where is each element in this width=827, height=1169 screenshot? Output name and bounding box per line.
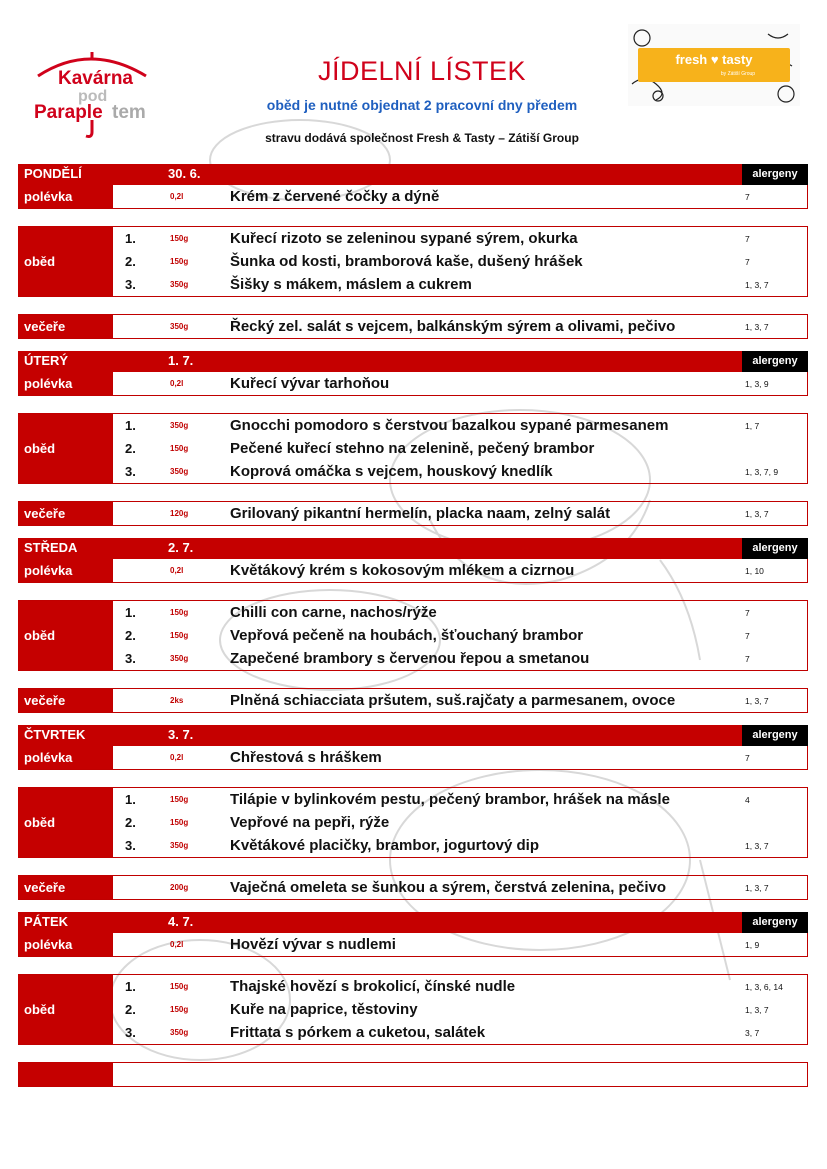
menu-item	[113, 746, 807, 769]
dinner-row	[18, 314, 808, 339]
item-allergens: 7	[745, 608, 750, 618]
day-date: 3. 7.	[168, 727, 194, 742]
menu-item	[113, 933, 807, 956]
item-weight: 0,2l	[170, 566, 184, 575]
day-name: ÚTERÝ	[24, 353, 69, 368]
menu-item	[113, 227, 807, 250]
menu-item	[113, 372, 807, 395]
item-weight: 120g	[170, 509, 189, 518]
dinner-label: večeře	[18, 502, 112, 525]
fresh-tasty-logo	[628, 24, 800, 106]
item-number: 3.	[125, 277, 136, 292]
day-section	[18, 912, 808, 1087]
day-name: STŘEDA	[24, 540, 78, 555]
day-section	[18, 351, 808, 538]
menu-item	[113, 250, 807, 273]
svg-text:Kavárna: Kavárna	[58, 68, 133, 89]
menu-item	[113, 624, 807, 647]
item-name: Šunka od kosti, bramborová kaše, dušený hrášek	[230, 253, 583, 270]
item-weight: 0,2l	[170, 940, 184, 949]
lunch-body	[112, 227, 807, 296]
item-name: Zapečené brambory s červenou řepou a smetanou	[230, 650, 590, 667]
day-name: PÁTEK	[24, 914, 69, 929]
item-name: Pečené kuřecí stehno na zelenině, pečený brambor	[230, 440, 595, 457]
item-name: Vaječná omeleta se šunkou a sýrem, čerstvá zelenina, pečivo	[230, 879, 667, 896]
item-name: Kuřecí rizoto se zeleninou sypané sýrem, okurka	[230, 230, 578, 247]
item-allergens: 1, 3, 7	[745, 696, 769, 706]
item-name: Tilápie v bylinkovém pestu, pečený brambor, hrášek na másle	[230, 791, 670, 808]
spacer	[18, 770, 808, 787]
lunch-block	[18, 600, 808, 671]
lunch-label: oběd	[18, 788, 112, 857]
lunch-block	[18, 787, 808, 858]
item-weight: 150g	[170, 1005, 189, 1014]
day-date: 30. 6.	[168, 166, 201, 181]
lunch-label: oběd	[18, 414, 112, 483]
spacer	[18, 713, 808, 725]
lunch-body	[112, 601, 807, 670]
allergens-header: alergeny	[742, 164, 808, 185]
day-section	[18, 538, 808, 725]
item-number: 2.	[125, 815, 136, 830]
item-weight: 350g	[170, 1028, 189, 1037]
menu-item	[113, 975, 807, 998]
item-allergens: 1, 10	[745, 566, 764, 576]
item-name: Frittata s pórkem a cuketou, salátek	[230, 1024, 486, 1041]
svg-text:fresh ♥ tasty: fresh ♥ tasty	[675, 52, 753, 67]
spacer	[18, 583, 808, 600]
spacer	[18, 526, 808, 538]
soup-row	[18, 372, 808, 396]
spacer	[18, 339, 808, 351]
menu-item	[113, 811, 807, 834]
day-name: PONDĚLÍ	[24, 166, 82, 181]
dinner-body	[112, 689, 807, 712]
dinner-row	[18, 1062, 808, 1087]
soup-body	[112, 746, 807, 769]
item-allergens: 7	[745, 654, 750, 664]
item-allergens: 1, 9	[745, 940, 760, 950]
item-allergens: 1, 3, 7	[745, 322, 769, 332]
item-name: Hovězí vývar s nudlemi	[230, 936, 396, 953]
menu-item	[113, 689, 807, 712]
item-weight: 350g	[170, 322, 189, 331]
dinner-label: večeře	[18, 689, 112, 712]
item-weight: 150g	[170, 234, 189, 243]
item-number: 2.	[125, 441, 136, 456]
item-name: Koprová omáčka s vejcem, houskový knedlík	[230, 463, 553, 480]
dinner-body	[112, 876, 807, 899]
item-number: 3.	[125, 838, 136, 853]
menu-table	[18, 164, 808, 1087]
item-weight: 0,2l	[170, 753, 184, 762]
item-allergens: 3, 7	[745, 1028, 760, 1038]
day-section	[18, 725, 808, 912]
allergens-header: alergeny	[742, 538, 808, 559]
dinner-body	[112, 315, 807, 338]
dinner-body	[112, 502, 807, 525]
day-header	[18, 725, 808, 746]
allergens-header: alergeny	[742, 912, 808, 933]
svg-text:pod: pod	[78, 88, 108, 105]
item-allergens: 1, 3, 7	[745, 883, 769, 893]
menu-item	[113, 185, 807, 208]
day-header	[18, 912, 808, 933]
day-date: 1. 7.	[168, 353, 194, 368]
item-name: Vepřové na pepři, rýže	[230, 814, 390, 831]
svg-text:by Zátiší Group: by Zátiší Group	[720, 71, 756, 77]
day-date: 2. 7.	[168, 540, 194, 555]
item-name: Květákové placičky, brambor, jogurtový dip	[230, 837, 539, 854]
day-date: 4. 7.	[168, 914, 194, 929]
item-number: 2.	[125, 1002, 136, 1017]
page-title: JÍDELNÍ LÍSTEK	[317, 56, 527, 86]
item-number: 2.	[125, 628, 136, 643]
item-name: Vepřová pečeně na houbách, šťouchaný brambor	[230, 627, 584, 644]
item-allergens: 1, 3, 7	[745, 509, 769, 519]
item-weight: 350g	[170, 654, 189, 663]
spacer	[18, 957, 808, 974]
item-allergens: 1, 3, 7, 9	[745, 467, 779, 477]
soup-label: polévka	[18, 372, 112, 395]
lunch-body	[112, 414, 807, 483]
item-allergens: 1, 7	[745, 421, 760, 431]
dinner-row	[18, 688, 808, 713]
item-weight: 0,2l	[170, 379, 184, 388]
item-weight: 350g	[170, 841, 189, 850]
item-name: Krém z červené čočky a dýně	[230, 188, 440, 205]
item-number: 3.	[125, 651, 136, 666]
cafe-logo	[28, 48, 168, 138]
dinner-label: večeře	[18, 876, 112, 899]
soup-label: polévka	[18, 559, 112, 582]
menu-item	[113, 647, 807, 670]
item-weight: 150g	[170, 608, 189, 617]
lunch-block	[18, 226, 808, 297]
item-allergens: 7	[745, 192, 750, 202]
spacer	[18, 900, 808, 912]
menu-item	[113, 559, 807, 582]
menu-item	[113, 502, 807, 525]
soup-body	[112, 185, 807, 208]
item-allergens: 1, 3, 7	[745, 280, 769, 290]
day-header	[18, 538, 808, 559]
item-weight: 2ks	[170, 696, 184, 705]
day-header	[18, 164, 808, 185]
lunch-body	[112, 788, 807, 857]
item-weight: 350g	[170, 421, 189, 430]
item-allergens: 4	[745, 795, 750, 805]
item-number: 1.	[125, 231, 136, 246]
dinner-row	[18, 501, 808, 526]
item-number: 1.	[125, 792, 136, 807]
item-weight: 150g	[170, 631, 189, 640]
item-name: Thajské hovězí s brokolicí, čínské nudle	[230, 978, 516, 995]
soup-row	[18, 559, 808, 583]
spacer	[18, 858, 808, 875]
dinner-label	[18, 1063, 112, 1086]
lunch-label: oběd	[18, 227, 112, 296]
soup-body	[112, 559, 807, 582]
menu-item	[113, 1021, 807, 1044]
item-name: Grilovaný pikantní hermelín, placka naam, zelný salát	[230, 505, 611, 522]
soup-label: polévka	[18, 746, 112, 769]
day-section	[18, 164, 808, 351]
spacer	[18, 396, 808, 413]
item-name: Květákový krém s kokosovým mlékem a cizrnou	[230, 562, 575, 579]
item-number: 1.	[125, 979, 136, 994]
item-weight: 150g	[170, 818, 189, 827]
menu-item	[113, 788, 807, 811]
menu-item	[113, 834, 807, 857]
menu-item	[113, 460, 807, 483]
lunch-block	[18, 974, 808, 1045]
soup-row	[18, 933, 808, 957]
item-number: 1.	[125, 418, 136, 433]
lunch-body	[112, 975, 807, 1044]
item-name: Kuřecí vývar tarhoňou	[230, 375, 390, 392]
allergens-header: alergeny	[742, 351, 808, 372]
day-header	[18, 351, 808, 372]
menu-item	[113, 601, 807, 624]
item-number: 3.	[125, 464, 136, 479]
dinner-body	[112, 1063, 807, 1086]
item-name: Gnocchi pomodoro s čerstvou bazalkou sypané parmesanem	[230, 417, 669, 434]
item-weight: 0,2l	[170, 192, 184, 201]
soup-row	[18, 746, 808, 770]
day-name: ČTVRTEK	[24, 727, 86, 742]
menu-item	[113, 437, 807, 460]
lunch-block	[18, 413, 808, 484]
soup-label: polévka	[18, 933, 112, 956]
supplier-note: stravu dodává společnost Fresh & Tasty – Zátiší Group	[265, 131, 579, 145]
item-number: 2.	[125, 254, 136, 269]
menu-item	[113, 315, 807, 338]
menu-item	[113, 273, 807, 296]
item-allergens: 7	[745, 234, 750, 244]
allergens-header: alergeny	[742, 725, 808, 746]
spacer	[18, 297, 808, 314]
item-name: Plněná schiacciata pršutem, suš.rajčaty a parmesanem, ovoce	[230, 692, 676, 709]
menu-item	[113, 1063, 807, 1086]
item-name: Chřestová s hráškem	[230, 749, 382, 766]
item-name: Chilli con carne, nachos/rýže	[230, 604, 437, 621]
item-name: Řecký zel. salát s vejcem, balkánským sýrem a olivami, pečivo	[230, 318, 676, 335]
svg-text:Paraple: Paraple	[34, 102, 103, 123]
menu-item	[113, 998, 807, 1021]
item-number: 3.	[125, 1025, 136, 1040]
item-allergens: 7	[745, 257, 750, 267]
item-allergens: 1, 3, 6, 14	[745, 982, 783, 992]
item-allergens: 1, 3, 7	[745, 1005, 769, 1015]
soup-row	[18, 185, 808, 209]
spacer	[18, 1045, 808, 1062]
item-weight: 150g	[170, 257, 189, 266]
soup-label: polévka	[18, 185, 112, 208]
order-note: oběd je nutné objednat 2 pracovní dny předem	[266, 97, 578, 113]
item-weight: 350g	[170, 280, 189, 289]
item-weight: 150g	[170, 444, 189, 453]
item-allergens: 1, 3, 9	[745, 379, 769, 389]
item-name: Kuře na paprice, těstoviny	[230, 1001, 418, 1018]
dinner-row	[18, 875, 808, 900]
item-number: 1.	[125, 605, 136, 620]
item-allergens: 7	[745, 631, 750, 641]
item-weight: 150g	[170, 795, 189, 804]
spacer	[18, 484, 808, 501]
item-weight: 350g	[170, 467, 189, 476]
spacer	[18, 671, 808, 688]
item-allergens: 1, 3, 7	[745, 841, 769, 851]
menu-item	[113, 876, 807, 899]
item-name: Šišky s mákem, máslem a cukrem	[230, 276, 472, 293]
item-allergens: 7	[745, 753, 750, 763]
menu-item	[113, 414, 807, 437]
lunch-label: oběd	[18, 601, 112, 670]
dinner-label: večeře	[18, 315, 112, 338]
item-weight: 150g	[170, 982, 189, 991]
lunch-label: oběd	[18, 975, 112, 1044]
item-weight: 200g	[170, 883, 189, 892]
svg-text:tem: tem	[112, 102, 146, 123]
spacer	[18, 209, 808, 226]
soup-body	[112, 372, 807, 395]
soup-body	[112, 933, 807, 956]
